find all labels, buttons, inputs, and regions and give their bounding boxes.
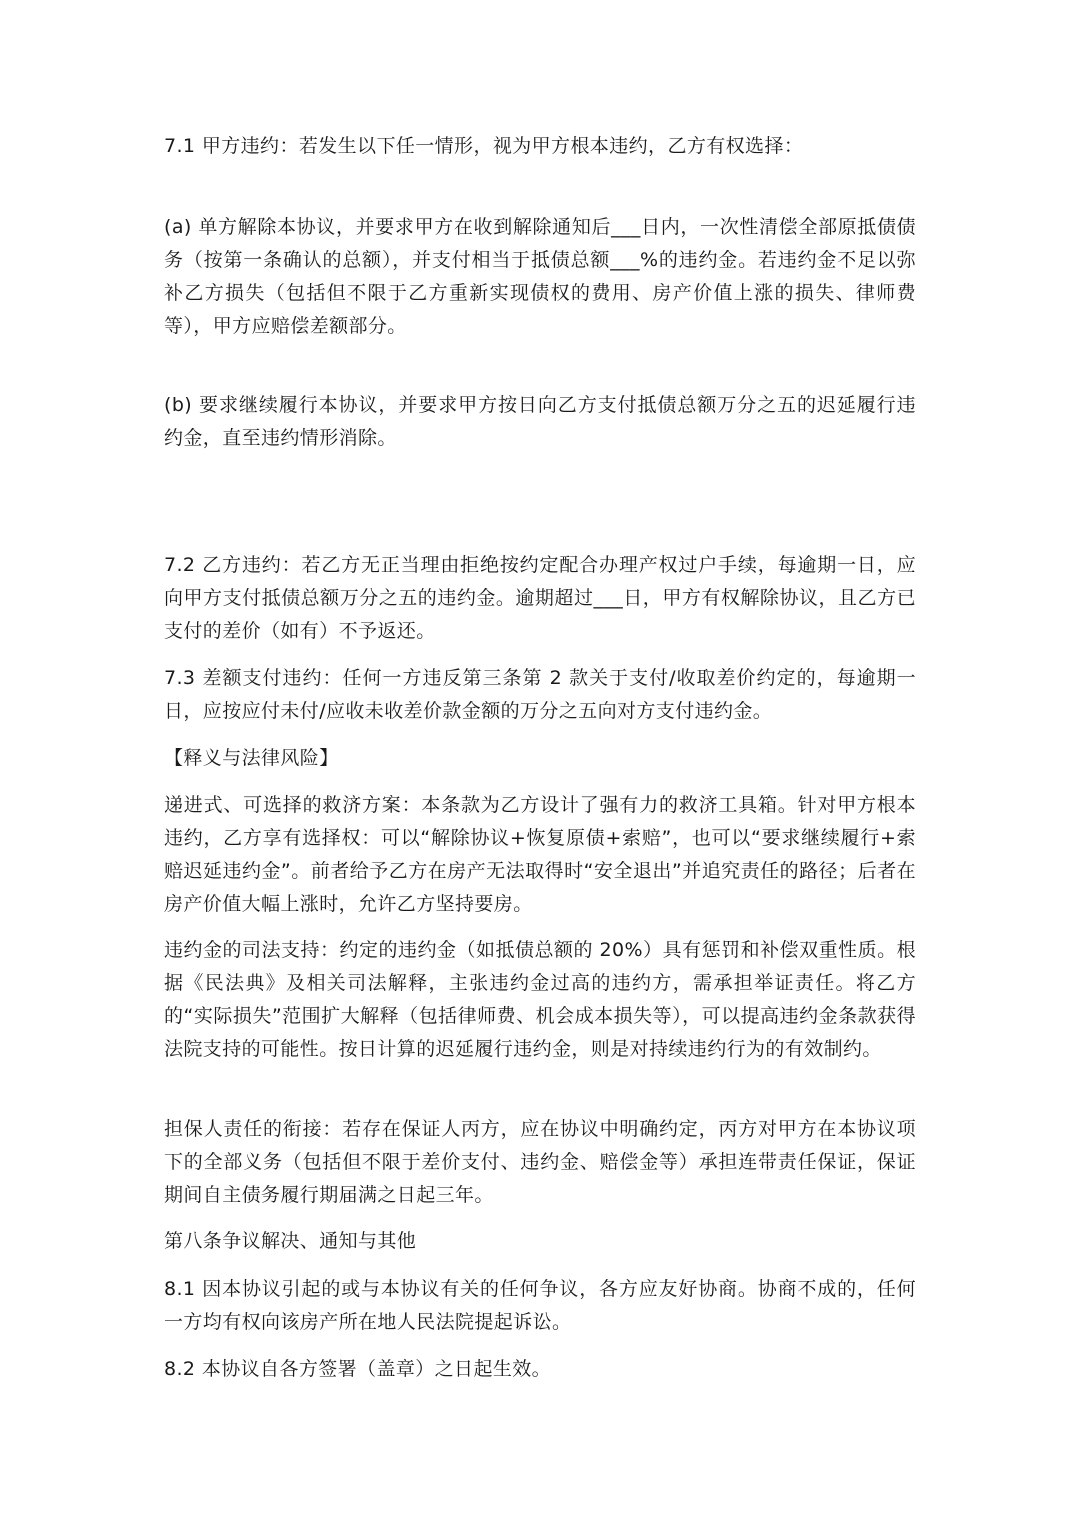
clause-7-1-b: (b) 要求继续履行本协议，并要求甲方按日向乙方支付抵债总额万分之五的迟延履行违约金，直至违约情形消除。: [164, 394, 916, 449]
clause-7-2: 7.2 乙方违约：若乙方无正当理由拒绝按约定配合办理产权过户手续，每逾期一日，应向甲方支付抵债总额万分之五的违约金。逾期超过___日，甲方有权解除协议，且乙方已支付的差价（如有）不予返还。: [164, 554, 916, 642]
clause-7-1-a: (a) 单方解除本协议，并要求甲方在收到解除通知后___日内，一次性清偿全部原抵债债务（按第一条确认的总额），并支付相当于抵债总额___%的违约金。若违约金不足以弥补乙方损失（包括但不限于乙方重新实现债权的费用、房产价值上涨的损失、律师费等），甲方应赔偿差额部分。: [164, 216, 916, 337]
interpretation-guarantor: 担保人责任的衔接：若存在保证人丙方，应在协议中明确约定，丙方对甲方在本协议项下的全部义务（包括但不限于差价支付、违约金、赔偿金等）承担连带责任保证，保证期间自主债务履行期届满之日起三年。: [164, 1118, 916, 1206]
clause-7-3: 7.3 差额支付违约：任何一方违反第三条第 2 款关于支付/收取差价约定的，每逾期一日，应按应付未付/应收未收差价款金额的万分之五向对方支付违约金。: [164, 667, 916, 722]
interpretation-heading: 【释义与法律风险】: [164, 747, 339, 769]
interpretation-remedies: 递进式、可选择的救济方案：本条款为乙方设计了强有力的救济工具箱。针对甲方根本违约，乙方享有选择权：可以“解除协议+恢复原债+索赔”，也可以“要求继续履行+索赔迟延违约金”。前者给予乙方在房产无法取得时“安全退出”并追究责任的路径；后者在房产价值大幅上涨时，允许乙方坚持要房。: [164, 794, 916, 915]
clause-7-1: 7.1 甲方违约：若发生以下任一情形，视为甲方根本违约，乙方有权选择：: [164, 135, 804, 157]
interpretation-penalty: 违约金的司法支持：约定的违约金（如抵债总额的 20%）具有惩罚和补偿双重性质。根据《民法典》及相关司法解释，主张违约金过高的违约方，需承担举证责任。将乙方的“实际损失”范围扩大解释（包括律师费、机会成本损失等），可以提高违约金条款获得法院支持的可能性。按日计算的迟延履行违约金，则是对持续违约行为的有效制约。: [164, 939, 916, 1060]
article-8-heading: 第八条争议解决、通知与其他: [164, 1230, 417, 1252]
clause-8-2: 8.2 本协议自各方签署（盖章）之日起生效。: [164, 1358, 552, 1380]
clause-8-1: 8.1 因本协议引起的或与本协议有关的任何争议，各方应友好协商。协商不成的，任何一方均有权向该房产所在地人民法院提起诉讼。: [164, 1278, 916, 1333]
